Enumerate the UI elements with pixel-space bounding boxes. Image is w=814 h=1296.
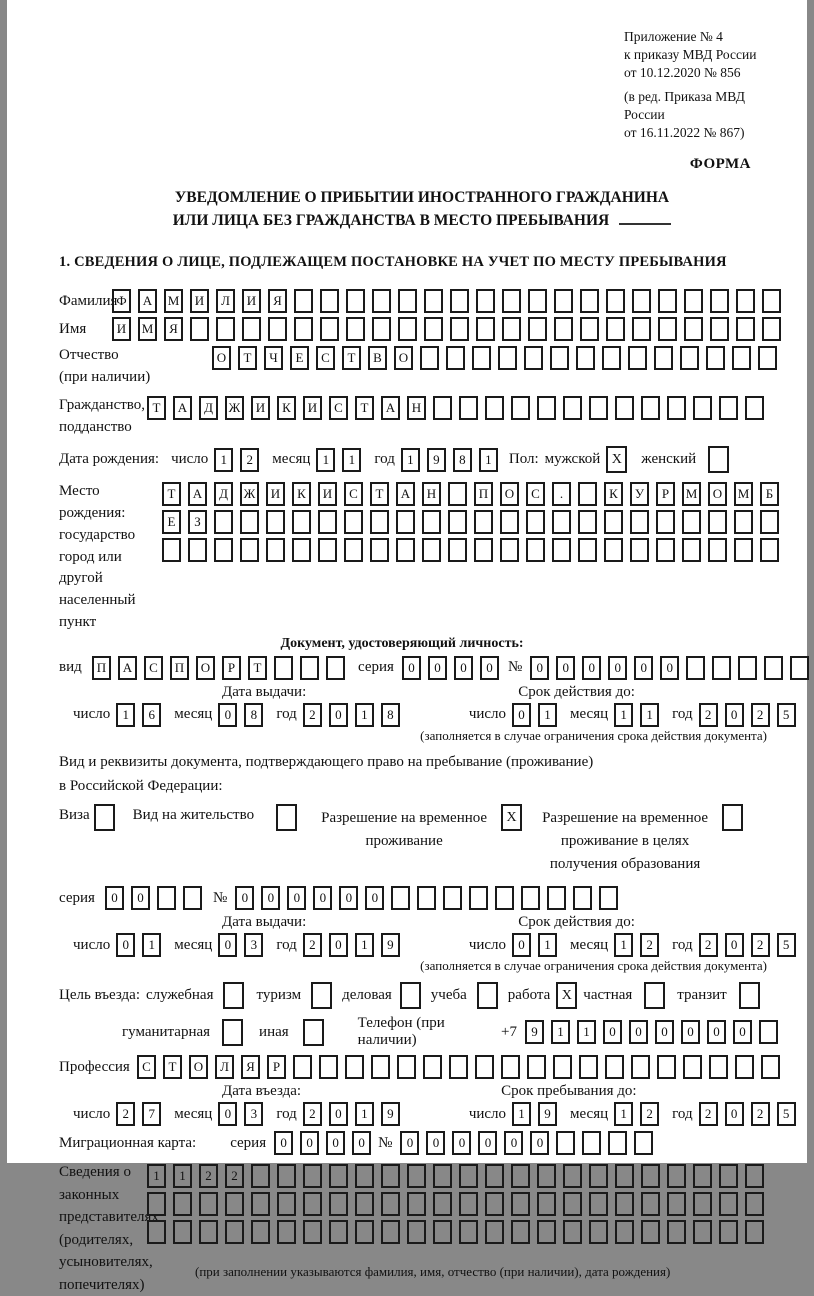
title-blank-line <box>619 211 671 225</box>
validity-note-2: (заполняется в случае ограничения срока действия документа) <box>420 958 767 974</box>
purpose-transit-label: транзит <box>677 987 727 1004</box>
section1-heading: 1. СВЕДЕНИЯ О ЛИЦЕ, ПОДЛЕЖАЩЕМ ПОСТАНОВКЕ НА УЧЕТ ПО МЕСТУ ПРЕБЫВАНИЯ <box>59 254 727 271</box>
visit-purpose-row-1 <box>59 982 785 1009</box>
stay-month[interactable]: 1 2 <box>614 1102 666 1126</box>
patronymic-row <box>59 345 785 389</box>
identity-doc-date-headers <box>59 684 785 701</box>
legal-reps-cells-2[interactable] <box>147 1192 771 1216</box>
birth-date-label: Дата рождения: <box>59 451 160 468</box>
res-issue-day[interactable]: 0 1 <box>116 933 168 957</box>
res-valid-month[interactable]: 1 2 <box>614 933 666 957</box>
purpose-tourism-label: туризм <box>256 987 302 1004</box>
arrival-notification-form <box>7 0 807 1293</box>
birth-place-cells-3[interactable] <box>162 538 786 562</box>
visa-label: Виза <box>59 806 90 823</box>
first-name-row <box>59 317 785 341</box>
migration-card-row <box>59 1131 785 1155</box>
page-title <box>59 187 785 232</box>
birth-place-row <box>59 481 785 633</box>
entry-dates-row: число 2 7 месяц 0 3 год 2 0 1 9 число 1 9 месяц 1 2 год 2 0 2 5 <box>59 1102 785 1126</box>
month-label: месяц <box>272 451 311 468</box>
issue-date-header: Дата выдачи: <box>222 683 307 700</box>
birth-date-row <box>59 446 785 473</box>
doc-valid-month[interactable]: 1 1 <box>614 703 666 727</box>
res-number-label: № <box>213 889 228 906</box>
res-issue-month[interactable]: 0 3 <box>218 933 270 957</box>
purpose-private-checkbox[interactable] <box>644 982 665 1009</box>
doc-issue-day[interactable]: 1 6 <box>116 703 168 727</box>
purpose-tourism-checkbox[interactable] <box>311 982 332 1009</box>
patronymic-cells[interactable]: О Т Ч Е С Т В О <box>212 346 784 370</box>
patronymic-note: (при наличии) <box>59 369 151 385</box>
birth-place-label: Место рождения: государство город или другой населенный пункт <box>59 483 136 630</box>
doc-valid-year[interactable]: 2 0 2 5 <box>699 703 803 727</box>
res-valid-day[interactable]: 0 1 <box>512 933 564 957</box>
first-name-label: Имя <box>59 320 87 337</box>
legal-reps-cells-1[interactable]: 1 1 2 2 <box>147 1164 771 1188</box>
entry-month[interactable]: 0 3 <box>218 1102 270 1126</box>
vnzh-label: Вид на жительство <box>132 806 255 823</box>
purpose-transit-checkbox[interactable] <box>739 982 760 1009</box>
amendment-line: от 16.11.2022 № 867) <box>624 125 745 141</box>
visit-purpose-row-2 <box>59 1015 785 1049</box>
male-checkbox[interactable]: X <box>606 446 627 473</box>
identity-doc-heading: Документ, удостоверяющий личность: <box>280 635 524 651</box>
legal-reps-note: (при заполнении указываются фамилия, имя, отчество (при наличии), дата рождения) <box>195 1264 671 1280</box>
rvp-label: Разрешение на временное проживание <box>321 809 488 849</box>
surname-label: Фамилия <box>59 292 118 309</box>
doc-seria-label: серия <box>358 659 394 675</box>
female-checkbox[interactable] <box>708 446 729 473</box>
title-line1: УВЕДОМЛЕНИЕ О ПРИБЫТИИ ИНОСТРАННОГО ГРАЖДАНИНА <box>174 189 670 207</box>
purpose-official-label: служебная <box>145 987 214 1004</box>
phone-prefix: +7 <box>501 1023 517 1040</box>
doc-seria-cells[interactable]: 0 0 0 0 <box>402 656 506 680</box>
purpose-humanitarian-checkbox[interactable] <box>222 1019 243 1046</box>
validity-note-1: (заполняется в случае ограничения срока действия документа) <box>420 727 767 743</box>
profession-cells[interactable]: С Т О Л Я Р <box>137 1055 787 1079</box>
doc-issue-year[interactable]: 2 0 1 8 <box>303 703 407 727</box>
day-label: число <box>171 451 209 468</box>
doc-issue-month[interactable]: 0 8 <box>218 703 270 727</box>
residence-doc-date-headers <box>59 914 785 931</box>
form-label: ФОРМА <box>689 156 751 173</box>
doc-number-cells[interactable]: 0 0 0 0 0 0 <box>530 656 814 680</box>
phone-cells[interactable]: 9 1 1 0 0 0 0 0 0 <box>525 1020 785 1044</box>
male-label: мужской <box>544 451 601 468</box>
female-label: женский <box>641 451 697 468</box>
residence-doc-options <box>59 804 785 877</box>
valid-until-header-2: Срок действия до: <box>518 914 635 931</box>
birth-day-cells[interactable]: 1 2 <box>214 448 266 472</box>
entry-year[interactable]: 2 0 1 9 <box>303 1102 407 1126</box>
patronymic-label: Отчество (при наличии) <box>59 347 151 385</box>
entry-date-header: Дата въезда: <box>222 1083 302 1100</box>
rvp-edu-label: Разрешение на временное проживание в целях получения образования <box>542 809 709 872</box>
doc-type-label: вид <box>59 659 82 675</box>
stay-year[interactable]: 2 0 2 5 <box>699 1102 803 1126</box>
residence-doc-serial-row <box>59 886 785 910</box>
appendix-block <box>624 28 785 142</box>
mc-seria-cells[interactable]: 0 0 0 0 <box>274 1131 378 1155</box>
title-line2: ИЛИ ЛИЦА БЕЗ ГРАЖДАНСТВА В МЕСТО ПРЕБЫВАНИЯ <box>172 211 610 229</box>
vnzh-checkbox[interactable] <box>276 804 297 831</box>
doc-number-label: № <box>507 659 523 675</box>
birth-month-cells[interactable]: 1 1 <box>316 448 368 472</box>
entry-date-headers <box>59 1083 785 1100</box>
res-number-cells[interactable]: 0 0 0 0 0 0 <box>235 886 625 910</box>
residence-doc-dates-row: число 0 1 месяц 0 3 год 2 0 1 9 число 0 1 месяц 1 2 год 2 0 2 5 <box>59 933 785 957</box>
identity-doc-row <box>59 656 785 680</box>
appendix-line: от 10.12.2020 № 856 <box>624 65 741 81</box>
visa-checkbox[interactable] <box>94 804 115 831</box>
birth-place-cells-2[interactable]: Е З <box>162 510 786 534</box>
mc-number-cells[interactable]: 0 0 0 0 0 0 <box>400 1131 660 1155</box>
valid-until-header: Срок действия до: <box>518 683 635 700</box>
purpose-business-label: деловая <box>342 987 392 1004</box>
mc-seria-label: серия <box>230 1134 267 1151</box>
rvp-checkbox[interactable]: X <box>501 804 522 831</box>
rvp-edu-checkbox[interactable] <box>722 804 743 831</box>
purpose-other-label: иная <box>259 1023 289 1040</box>
birth-place-cells-1[interactable]: Т А Д Ж И К И С Т А Н П О С . К У Р М О М Б <box>162 482 786 506</box>
purpose-other-checkbox[interactable] <box>303 1019 324 1046</box>
res-issue-year[interactable]: 2 0 1 9 <box>303 933 407 957</box>
purpose-work-checkbox[interactable]: X <box>556 982 577 1009</box>
stay-until-header: Срок пребывания до: <box>501 1083 637 1100</box>
citizenship-cells[interactable]: Т А Д Ж И К И С Т А Н <box>147 396 771 420</box>
mc-number-label: № <box>378 1134 393 1151</box>
residence-doc-intro: Вид и реквизиты документа, подтверждающего право на пребывание (проживание) в Российской Федерации: <box>59 753 594 794</box>
purpose-humanitarian-label: гуманитарная <box>122 1023 211 1040</box>
purpose-study-checkbox[interactable] <box>477 982 498 1009</box>
entry-day[interactable]: 2 7 <box>116 1102 168 1126</box>
appendix-line: к приказу МВД России <box>624 47 757 63</box>
identity-doc-dates-row: число 1 6 месяц 0 8 год 2 0 1 8 число 0 1 месяц 1 1 год 2 0 2 5 <box>59 703 785 727</box>
appendix-line: Приложение № 4 <box>624 29 723 44</box>
profession-row <box>59 1055 785 1079</box>
surname-cells[interactable]: Ф А М И Л И Я <box>112 289 788 313</box>
phone-label: Телефон (при наличии) <box>357 1015 445 1049</box>
purpose-private-label: частная <box>583 987 633 1004</box>
amendment-line: (в ред. Приказа МВД России <box>624 88 745 122</box>
doc-type-cells[interactable]: П А С П О Р Т <box>92 656 352 680</box>
purpose-study-label: учеба <box>430 987 467 1004</box>
res-seria-cells[interactable]: 0 0 <box>105 886 209 910</box>
surname-row <box>59 289 785 313</box>
stay-day[interactable]: 1 9 <box>512 1102 564 1126</box>
purpose-business-checkbox[interactable] <box>400 982 421 1009</box>
issue-date-header-2: Дата выдачи: <box>222 914 307 931</box>
legal-reps-block <box>59 1161 785 1296</box>
birth-year-cells[interactable]: 1 9 8 1 <box>401 448 505 472</box>
res-valid-year[interactable]: 2 0 2 5 <box>699 933 803 957</box>
res-seria-label: серия <box>59 889 95 906</box>
migration-card-label: Миграционная карта: <box>59 1134 197 1151</box>
purpose-work-label: работа <box>507 987 551 1004</box>
purpose-official-checkbox[interactable] <box>223 982 244 1009</box>
year-label: год <box>374 451 395 468</box>
doc-valid-day[interactable]: 0 1 <box>512 703 564 727</box>
citizenship-label: Гражданство, подданство <box>59 396 146 435</box>
citizenship-row <box>59 395 785 439</box>
visit-purpose-label: Цель въезда: <box>59 987 140 1004</box>
sex-label: Пол: <box>508 451 539 468</box>
legal-reps-cells-3[interactable] <box>147 1220 771 1244</box>
profession-label: Профессия <box>59 1058 130 1075</box>
legal-reps-label: Сведения о законных представителях (родителях, усыновителях, попечителях) <box>59 1164 159 1293</box>
first-name-cells[interactable]: И М Я <box>112 317 788 341</box>
